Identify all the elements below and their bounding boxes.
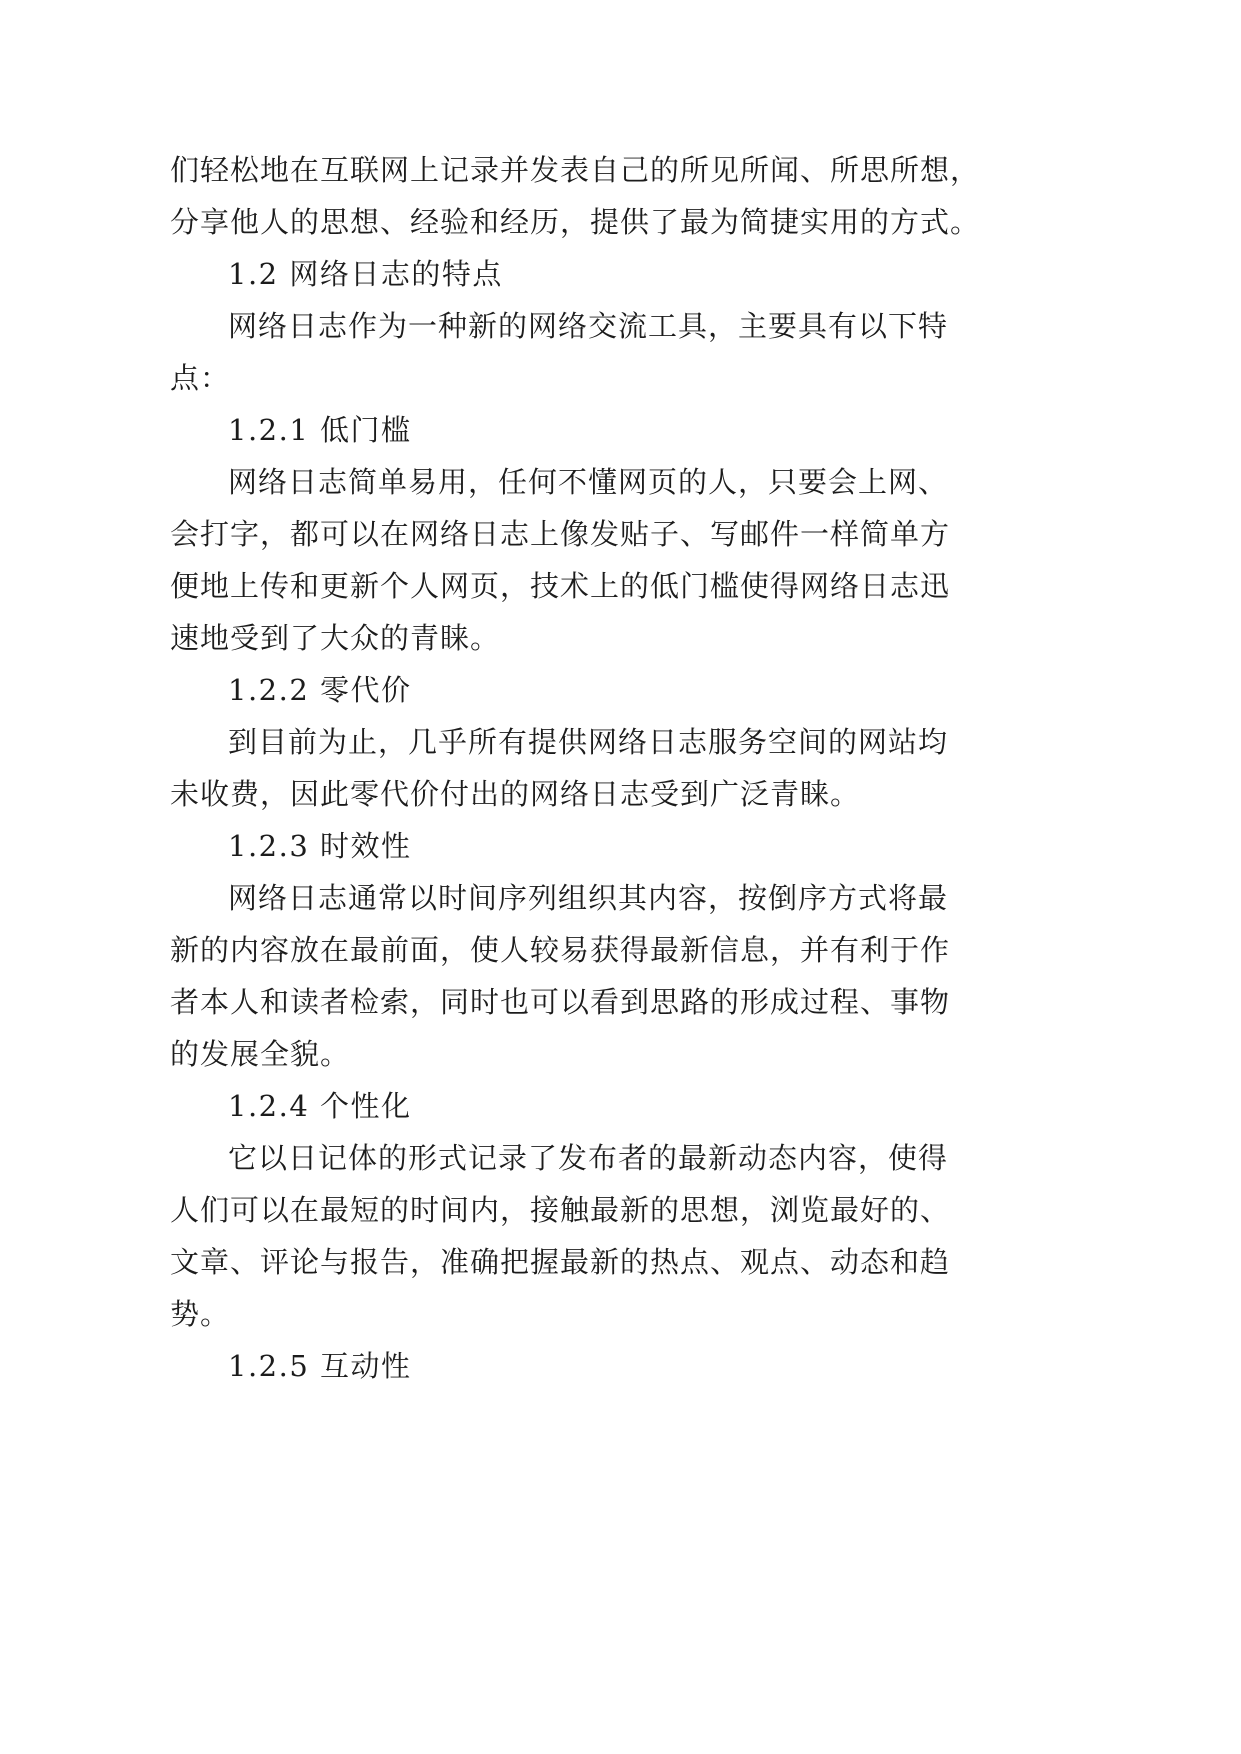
- subsection-heading: 1.2.5 互动性: [228, 1349, 412, 1383]
- paragraph-line: 者本人和读者检索，同时也可以看到思路的形成过程、事物: [170, 985, 951, 1019]
- subsection-heading: 1.2.3 时效性: [228, 829, 412, 863]
- paragraph-line: 人们可以在最短的时间内，接触最新的思想，浏览最好的、: [170, 1193, 951, 1227]
- paragraph: [170, 872, 1170, 1080]
- paragraph-line: 网络日志作为一种新的网络交流工具，主要具有以下特: [228, 309, 949, 343]
- paragraph-line: 到目前为止，几乎所有提供网络日志服务空间的网站均: [228, 725, 949, 759]
- paragraph-line: 的发展全貌。: [170, 1037, 351, 1071]
- paragraph-line: 便地上传和更新个人网页，技术上的低门槛使得网络日志迅: [170, 569, 951, 603]
- paragraph-line: 分享他人的思想、经验和经历，提供了最为简捷实用的方式。: [170, 205, 981, 239]
- paragraph-line: 它以日记体的形式记录了发布者的最新动态内容，使得: [228, 1141, 949, 1175]
- continued-paragraph: [170, 144, 1170, 248]
- paragraph-line: 会打字，都可以在网络日志上像发贴子、写邮件一样简单方: [170, 517, 951, 551]
- paragraph-line: 未收费，因此零代价付出的网络日志受到广泛青睐。: [170, 777, 861, 811]
- paragraph-line: 点：: [170, 361, 231, 395]
- subsection-heading: 1.2.1 低门槛: [228, 413, 412, 447]
- section-heading: 1.2 网络日志的特点: [228, 257, 503, 291]
- document-body: [170, 144, 1170, 1392]
- paragraph: [170, 1132, 1170, 1340]
- paragraph-line: 网络日志简单易用，任何不懂网页的人，只要会上网、: [228, 465, 949, 499]
- paragraph-line: 网络日志通常以时间序列组织其内容，按倒序方式将最: [228, 881, 949, 915]
- subsection-heading: 1.2.2 零代价: [228, 673, 412, 707]
- paragraph: [170, 716, 1170, 820]
- section-intro-paragraph: [170, 300, 1170, 404]
- paragraph-line: 文章、评论与报告，准确把握最新的热点、观点、动态和趋: [170, 1245, 951, 1279]
- paragraph-line: 势。: [170, 1297, 231, 1331]
- paragraph-line: 新的内容放在最前面，使人较易获得最新信息，并有利于作: [170, 933, 951, 967]
- paragraph-line: 们轻松地在互联网上记录并发表自己的所见所闻、所思所想，: [170, 153, 981, 187]
- subsection-heading: 1.2.4 个性化: [228, 1089, 412, 1123]
- paragraph: [170, 456, 1170, 664]
- paragraph-line: 速地受到了大众的青睐。: [170, 621, 501, 655]
